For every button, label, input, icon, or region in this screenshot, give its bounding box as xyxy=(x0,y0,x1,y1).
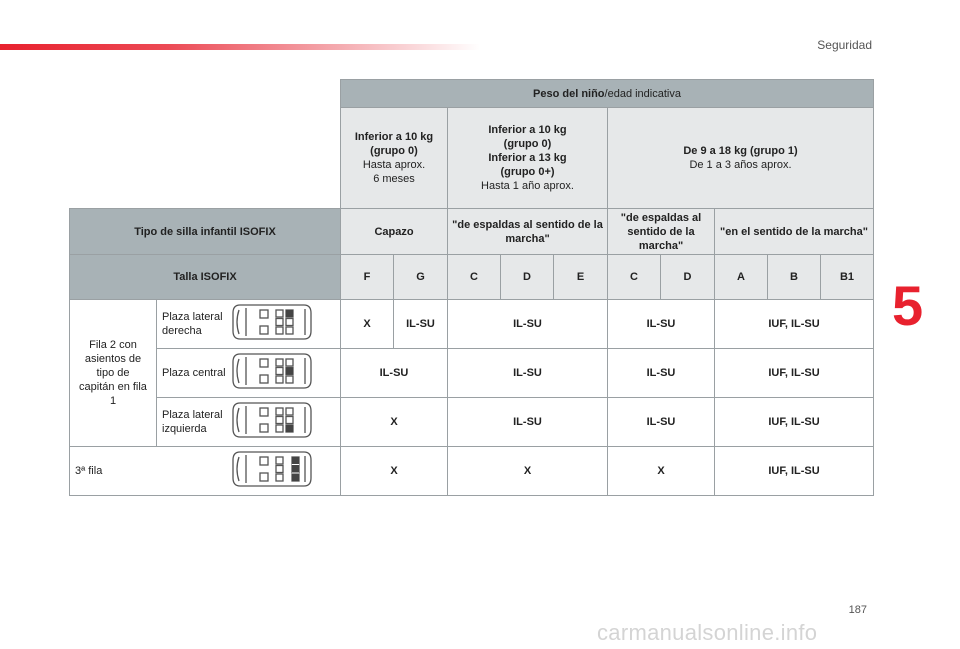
weight-group-line: (grupo 0+) xyxy=(500,166,555,178)
vehicle-seat-diagram-icon xyxy=(230,400,314,444)
table-cell: IL-SU xyxy=(448,300,608,349)
size-cell: A xyxy=(715,255,768,300)
vehicle-seat-diagram-icon xyxy=(230,449,314,493)
table-row xyxy=(70,349,874,398)
size-cell: B1 xyxy=(821,255,874,300)
weight-group-line: Hasta 1 año aprox. xyxy=(481,180,574,192)
seat-position-label: 3ª fila xyxy=(75,465,103,477)
seat-type-1: "de espaldas al sentido de la marcha" xyxy=(448,209,608,255)
weight-header-row xyxy=(70,80,874,108)
table-cell: IUF, IL-SU xyxy=(715,300,874,349)
table-cell: IL-SU xyxy=(448,349,608,398)
weight-groups-row xyxy=(70,108,874,209)
table-cell: X xyxy=(448,447,608,496)
seat-type-label: Tipo de silla infantil ISOFIX xyxy=(70,209,341,255)
table-cell: IL-SU xyxy=(608,300,715,349)
table-cell: IUF, IL-SU xyxy=(715,398,874,447)
weight-group-line: De 1 a 3 años aprox. xyxy=(689,159,792,171)
size-cell: G xyxy=(394,255,448,300)
section-title: Seguridad xyxy=(817,38,872,52)
table-cell: X xyxy=(341,300,394,349)
weight-group-1 xyxy=(448,108,608,209)
table-cell: IUF, IL-SU xyxy=(715,447,874,496)
seat-position-cell xyxy=(157,349,341,398)
row-group-label: Fila 2 con asientos de tipo de capitán en fila 1 xyxy=(70,300,157,447)
table-cell: IL-SU xyxy=(608,349,715,398)
seat-position-cell xyxy=(157,300,341,349)
size-cell: C xyxy=(448,255,501,300)
table-row xyxy=(70,300,874,349)
table-cell: IUF, IL-SU xyxy=(715,349,874,398)
size-cell: E xyxy=(554,255,608,300)
weight-group-line: Hasta aprox. xyxy=(362,159,426,171)
size-cell: D xyxy=(661,255,715,300)
weight-group-line: 6 meses xyxy=(373,173,415,185)
vehicle-seat-diagram-icon xyxy=(230,351,314,395)
size-cell: C xyxy=(608,255,661,300)
header-accent-bar xyxy=(0,44,480,50)
chapter-number: 5 xyxy=(892,274,924,337)
seat-position-label: Plaza central xyxy=(162,367,226,379)
table-row xyxy=(70,398,874,447)
weight-group-line: (grupo 0) xyxy=(503,138,552,150)
weight-group-line: (grupo 0) xyxy=(370,145,418,157)
size-cell: B xyxy=(768,255,821,300)
table-cell: IL-SU xyxy=(608,398,715,447)
table-cell: X xyxy=(341,447,448,496)
seat-type-row xyxy=(70,209,874,255)
size-label: Talla ISOFIX xyxy=(70,255,341,300)
seat-position-label: Plaza lateral derecha xyxy=(162,311,223,337)
weight-group-2 xyxy=(608,108,874,209)
weight-group-line: Inferior a 10 kg xyxy=(354,131,434,143)
weight-group-0 xyxy=(341,108,448,209)
size-cell: F xyxy=(341,255,394,300)
seat-position-cell xyxy=(70,447,341,496)
weight-group-line: Inferior a 10 kg xyxy=(488,124,567,136)
weight-group-line: De 9 a 18 kg (grupo 1) xyxy=(683,145,798,157)
table-cell: IL-SU xyxy=(394,300,448,349)
seat-type-0: Capazo xyxy=(341,209,448,255)
isofix-size-row xyxy=(70,255,874,300)
vehicle-seat-diagram-icon xyxy=(230,302,314,346)
seat-type-3: "en el sentido de la marcha" xyxy=(715,209,874,255)
seat-position-label: Plaza lateral izquierda xyxy=(162,409,223,435)
weight-group-line: Inferior a 13 kg xyxy=(488,152,567,164)
size-cell: D xyxy=(501,255,554,300)
weight-header: Peso del niño/edad indicativa xyxy=(341,80,874,108)
isofix-table xyxy=(69,79,874,496)
table-cell: X xyxy=(608,447,715,496)
page-number: 187 xyxy=(848,604,867,616)
seat-position-cell xyxy=(157,398,341,447)
watermark: carmanualsonline.info xyxy=(597,620,818,645)
table-row xyxy=(70,447,874,496)
seat-type-2: "de espaldas al sentido de la marcha" xyxy=(608,209,715,255)
table-cell: IL-SU xyxy=(448,398,608,447)
table-cell: IL-SU xyxy=(341,349,448,398)
table-cell: X xyxy=(341,398,448,447)
